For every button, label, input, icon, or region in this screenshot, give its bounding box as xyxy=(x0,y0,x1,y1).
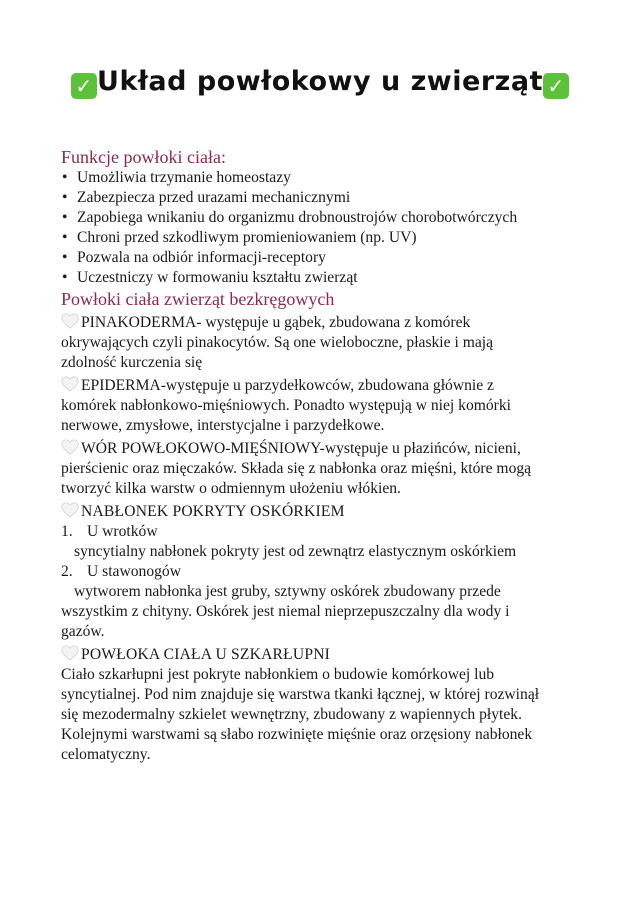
document-body xyxy=(61,146,581,765)
list-item-label: U stawonogów xyxy=(87,563,181,580)
naskorek-list xyxy=(61,562,581,582)
naskorek-list xyxy=(61,522,581,542)
list-item-text: gazów. xyxy=(61,623,105,640)
list-item: • Chroni przed szkodliwym promieniowaniem (np. UV) xyxy=(61,228,581,248)
page-title-text: Układ powłokowy u zwierząt xyxy=(97,66,543,97)
white-heart-icon xyxy=(61,439,79,455)
list-item: • Zabezpiecza przed urazami mechanicznymi xyxy=(61,188,581,208)
entry-line: celomatyczny. xyxy=(61,746,151,763)
list-item: • Uczestniczy w formowaniu kształtu zwierząt xyxy=(61,268,581,288)
naskorek-entry xyxy=(61,502,581,642)
list-number: 1. xyxy=(61,523,73,540)
check-mark-icon: ✓ xyxy=(71,73,97,99)
entry-line: zdolność kurczenia się xyxy=(61,354,203,371)
entry-heading: NABŁONEK POKRYTY OSKÓRKIEM xyxy=(81,503,345,520)
entry-line: syncytialnej. Pod nim znajduje się warstwa tkanki łącznej, w której rozwinął xyxy=(61,686,540,703)
functions-heading: Funkcje powłoki ciała: xyxy=(61,147,226,167)
white-heart-icon xyxy=(61,313,79,329)
white-heart-icon xyxy=(61,502,79,518)
entry-heading: POWŁOKA CIAŁA U SZKARŁUPNI xyxy=(81,646,331,663)
page-title xyxy=(0,66,640,99)
entry-line: WÓR POWŁOKOWO-MIĘŚNIOWY-występuje u płazińców, nicieni, xyxy=(81,440,521,457)
entry-line: Kolejnymi warstwami są słabo rozwinięte mięśnie oraz orzęsiony nabłonek xyxy=(61,726,533,743)
entry-line: EPIDERMA-występuje u parzydełkowców, zbudowana głównie z xyxy=(81,377,494,394)
list-item: • Zapobiega wnikaniu do organizmu drobnoustrojów chorobotwórczych xyxy=(61,208,581,228)
list-item: • Umożliwia trzymanie homeostazy xyxy=(61,168,581,188)
entry-line: okrywających czyli pinakocytów. Są one wieloboczne, płaskie i mają xyxy=(61,334,493,351)
list-item-text: syncytialny nabłonek pokryty jest od zewnątrz elastycznym oskórkiem xyxy=(74,543,517,560)
list-item xyxy=(61,522,581,542)
wor-entry xyxy=(61,439,581,499)
white-heart-icon xyxy=(61,376,79,392)
entry-line: tworzyć kilka warstw o odmiennym ułożeniu włókien. xyxy=(61,480,401,497)
white-heart-icon xyxy=(61,645,79,661)
list-item-label: U wrotków xyxy=(87,523,158,540)
entry-line: PINAKODERMA- występuje u gąbek, zbudowana z komórek xyxy=(81,314,471,331)
functions-list xyxy=(61,168,581,288)
list-item: • Pozwala na odbiór informacji-receptory xyxy=(61,248,581,268)
list-item-text: wszystkim z chityny. Oskórek jest niemal nieprzepuszczalny dla wody i xyxy=(61,603,510,620)
list-item-text: wytworem nabłonka jest gruby, sztywny oskórek zbudowany przede xyxy=(74,583,501,600)
entry-line: nerwowe, zmysłowe, interstycjalne i parzydełkowe. xyxy=(61,417,385,434)
entry-line: pierścienic oraz mięczaków. Składa się z nabłonka oraz mięśni, które mogą xyxy=(61,460,532,477)
check-mark-icon: ✓ xyxy=(543,73,569,99)
list-item xyxy=(61,562,581,582)
list-number: 2. xyxy=(61,563,73,580)
invertebrates-heading: Powłoki ciała zwierząt bezkręgowych xyxy=(61,289,335,309)
entry-line: się mezodermalny szkielet wewnętrzny, zbudowany z wapiennych płytek. xyxy=(61,706,523,723)
epiderma-entry xyxy=(61,376,581,436)
entry-line: Ciało szkarłupni jest pokryte nabłonkiem o budowie komórkowej lub xyxy=(61,666,495,683)
pinakoderma-entry xyxy=(61,313,581,373)
entry-line: komórek nabłonkowo-mięśniowych. Ponadto występują w niej komórki xyxy=(61,397,511,414)
szkarlupnie-entry xyxy=(61,645,581,765)
